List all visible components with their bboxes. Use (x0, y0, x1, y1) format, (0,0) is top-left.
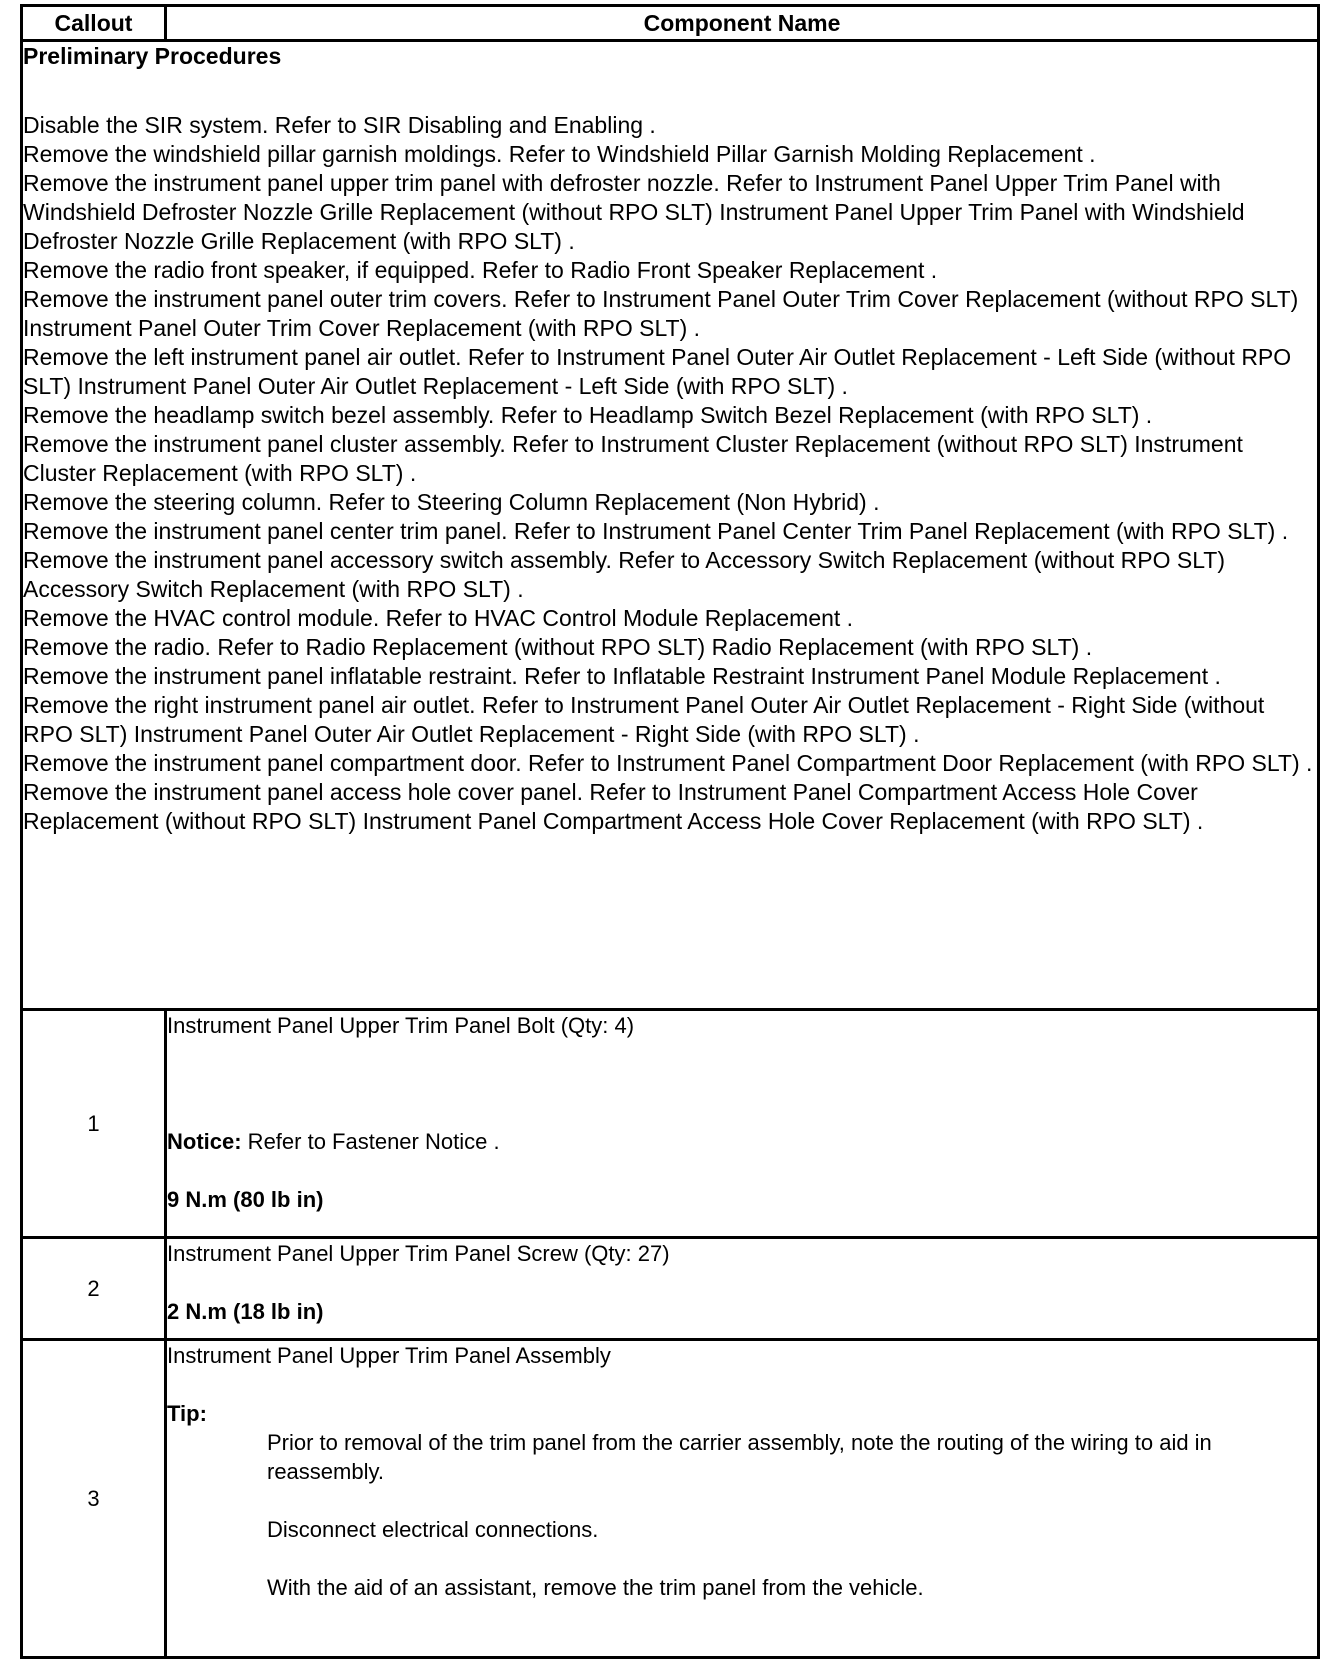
table-row (22, 1340, 1319, 1658)
tip-text: Disconnect electrical connections. (267, 1517, 599, 1542)
prelim-step: Remove the instrument panel accessory switch assembly. Refer to Accessory Switch Replacement (without RPO SLT) Accessory Switch Replacement (with RPO SLT) . (23, 547, 1225, 602)
prelim-step: Remove the HVAC control module. Refer to HVAC Control Module Replacement . (23, 605, 854, 631)
prelim-step: Remove the instrument panel compartment door. Refer to Instrument Panel Compartment Door Replacement (with RPO SLT) . (23, 750, 1313, 776)
callout-number: 3 (22, 1340, 166, 1658)
component-name: Instrument Panel Upper Trim Panel Assembly (167, 1343, 611, 1368)
header-row (22, 6, 1319, 41)
notice-text: Refer to Fastener Notice . (241, 1129, 500, 1154)
component-cell (166, 1010, 1319, 1238)
prelim-step: Remove the steering column. Refer to Steering Column Replacement (Non Hybrid) . (23, 489, 880, 515)
component-name: Instrument Panel Upper Trim Panel Screw (Qty: 27) (167, 1241, 670, 1266)
table-row (22, 1010, 1319, 1238)
notice (167, 1127, 1317, 1156)
component-cell (166, 1340, 1319, 1658)
component-cell (166, 1238, 1319, 1340)
prelim-step: Remove the instrument panel cluster assembly. Refer to Instrument Cluster Replacement (without RPO SLT) Instrument Cluster Replacement (with RPO SLT) . (23, 431, 1243, 486)
prelim-step: Remove the headlamp switch bezel assembly. Refer to Headlamp Switch Bezel Replacement (with RPO SLT) . (23, 402, 1153, 428)
tip-label: Tip: (167, 1401, 207, 1426)
prelim-step: Remove the left instrument panel air outlet. Refer to Instrument Panel Outer Air Outlet Replacement - Left Side (without RPO SLT) Instrument Panel Outer Air Outlet Replacement - Left Side (with RPO SLT) . (23, 344, 1292, 399)
prelim-step: Remove the instrument panel upper trim panel with defroster nozzle. Refer to Instrument Panel Upper Trim Panel with Windshield Defroster Nozzle Grille Replacement (without RPO SLT) Instrument Panel Upper Trim Panel with Windshield Defroster Nozzle Grille Replacement (with RPO SLT) . (23, 170, 1245, 254)
preliminary-row (22, 41, 1319, 1010)
prelim-step: Remove the instrument panel inflatable restraint. Refer to Inflatable Restraint Instrument Panel Module Replacement . (23, 663, 1221, 689)
tip-body (267, 1428, 1317, 1602)
tip-text: Prior to removal of the trim panel from the carrier assembly, note the routing of the wiring to aid in reassembly. (267, 1430, 1212, 1484)
prelim-step: Disable the SIR system. Refer to SIR Disabling and Enabling . (23, 112, 656, 138)
torque-spec: 9 N.m (80 lb in) (167, 1187, 324, 1212)
table-row (22, 1238, 1319, 1340)
component-name: Instrument Panel Upper Trim Panel Bolt (Qty: 4) (167, 1013, 635, 1038)
callout-number: 2 (22, 1238, 166, 1340)
component-name-header: Component Name (166, 6, 1319, 41)
prelim-step: Remove the windshield pillar garnish moldings. Refer to Windshield Pillar Garnish Molding Replacement . (23, 141, 1096, 167)
tip-text: With the aid of an assistant, remove the trim panel from the vehicle. (267, 1575, 924, 1600)
notice-label: Notice: (167, 1129, 242, 1154)
procedure-table (20, 4, 1320, 1659)
prelim-step: Remove the right instrument panel air outlet. Refer to Instrument Panel Outer Air Outlet Replacement - Right Side (without RPO SLT) Instrument Panel Outer Air Outlet Replacement - Right Side (with RPO SLT) . (23, 692, 1265, 747)
prelim-step: Remove the radio. Refer to Radio Replacement (without RPO SLT) Radio Replacement (with RPO SLT) . (23, 634, 1093, 660)
prelim-step: Remove the instrument panel access hole cover panel. Refer to Instrument Panel Compartment Access Hole Cover Replacement (without RPO SLT) Instrument Panel Compartment Access Hole Cover Replacement (with RPO SLT) . (23, 779, 1204, 834)
preliminary-procedures (22, 41, 1319, 1010)
prelim-step: Remove the instrument panel center trim panel. Refer to Instrument Panel Center Trim Panel Replacement (with RPO SLT) . (23, 518, 1289, 544)
callout-header: Callout (22, 6, 166, 41)
callout-number: 1 (22, 1010, 166, 1238)
prelim-step: Remove the radio front speaker, if equipped. Refer to Radio Front Speaker Replacement . (23, 257, 938, 283)
prelim-step: Remove the instrument panel outer trim covers. Refer to Instrument Panel Outer Trim Cover Replacement (without RPO SLT) Instrument Panel Outer Trim Cover Replacement (with RPO SLT) . (23, 286, 1299, 341)
torque-spec: 2 N.m (18 lb in) (167, 1299, 324, 1324)
preliminary-title: Preliminary Procedures (23, 43, 282, 69)
